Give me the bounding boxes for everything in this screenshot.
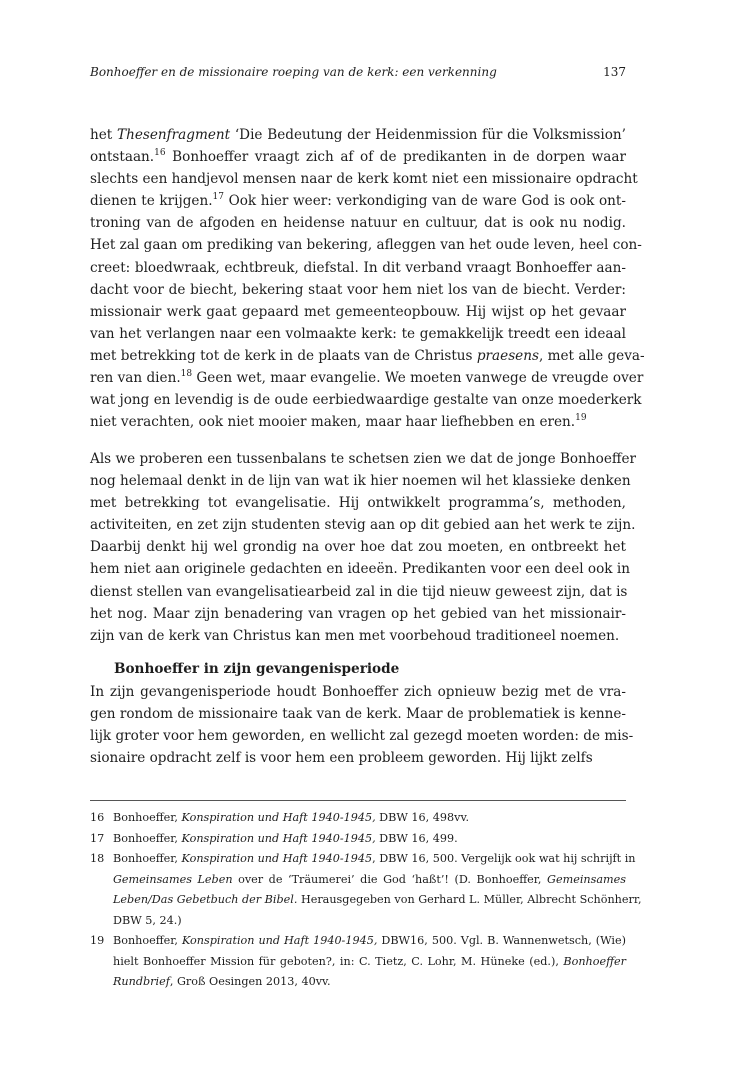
text-line: met betrekking tot de kerk in de plaats van de Christus praesens, met alle geva- [90, 347, 645, 364]
footnote-reference[interactable]: 19 [575, 413, 587, 424]
footnote-number: 17 [90, 831, 105, 845]
footnote-reference[interactable]: 18 [180, 369, 193, 380]
text-line: ren van dien.$^{18}$ Geen wet, maar evangelie. We moeten vanwege de vreugde over [90, 369, 644, 387]
footnote-line: Bonhoeffer, Konspiration und Haft 1940-1945, DBW 16, 498vv. [113, 811, 469, 824]
text-line: hem niet aan originele gedachten en ideeën. Predikanten voor een deel ook in [90, 561, 630, 578]
footnote-line: Bonhoeffer, Konspiration und Haft 1940-1945, DBW 16, 500. Vergelijk ook wat hij schrijft in [113, 852, 636, 865]
section-heading: Bonhoeffer in zijn gevangenisperiode [114, 661, 400, 677]
text-line: het nog. Maar zijn benadering van vragen op het gebied van het missionair- [90, 605, 626, 622]
text-line: creet: bloedwraak, echtbreuk, diefstal. In dit verband vraagt Bonhoeffer aan- [90, 259, 626, 276]
italic-text: Thesenfragment [117, 127, 231, 143]
page-number: 137 [603, 65, 626, 79]
text-line: In zijn gevangenisperiode houdt Bonhoeffer zich opnieuw bezig met de vra- [90, 684, 626, 700]
running-header [90, 62, 626, 82]
text-line: dacht voor de biecht, bekering staat voor hem niet los van de biecht. Verder: [90, 281, 626, 298]
footnote-line: hielt Bonhoeffer Mission für geboten?, in: C. Tietz, C. Lohr, M. Hüneke (ed.), Bonhoeffer [113, 954, 626, 968]
footnotes [90, 808, 642, 993]
text-line: activiteiten, en zet zijn studenten stevig aan op dit gebied aan het werk te zijn. [90, 517, 636, 534]
italic-text: Konspiration und Haft 1940-1945, [181, 831, 376, 845]
body-paragraph [90, 448, 637, 647]
text-line: sionaire opdracht zelf is voor hem een probleem geworden. Hij lijkt zelfs [90, 750, 593, 767]
footnote-line: Gemeinsames Leben over de ‘Träumerei’ die God ‘haßt’! (D. Bonhoeffer, Gemeinsames [113, 872, 626, 886]
footnote-reference[interactable]: 16 [154, 148, 166, 159]
italic-text: Konspiration und Haft 1940-1945 [181, 852, 373, 865]
footnote-item [90, 808, 626, 829]
text-line: met betrekking tot evangelisatie. Hij ontwikkelt programma’s, methoden, [90, 495, 626, 512]
text-line: nog helemaal denkt in de lijn van wat ik hier noemen wil het klassieke denken [90, 473, 631, 490]
text-line: zijn van de kerk van Christus kan men met voorbehoud traditioneel noemen. [90, 627, 620, 644]
italic-text: Gemeinsames [547, 872, 626, 886]
footnote-item [90, 829, 626, 850]
text-line: wat jong en levendig is de oude eerbiedwaardige gestalte van onze moederkerk [90, 392, 642, 409]
text-line: Als we proberen een tussenbalans te schetsen zien we dat de jonge Bonhoeffer [90, 451, 637, 467]
running-title: Bonhoeffer en de missionaire roeping van de kerk: een verkenning [90, 65, 497, 79]
footnote-line: Rundbrief, Groß Oesingen 2013, 40vv. [113, 975, 331, 988]
text-line: troning van de afgoden en heidense natuur en cultuur, dat is ook nu nodig. [90, 215, 626, 232]
body-paragraph [90, 681, 634, 769]
text-line: gen rondom de missionaire taak van de kerk. Maar de problematiek is kenne- [90, 706, 627, 723]
footnote-line: Bonhoeffer, Konspiration und Haft 1940-1945, DBW16, 500. Vgl. B. Wannenwetsch, (Wie) [113, 934, 626, 947]
text-line: dienen te krijgen.$^{17}$ Ook hier weer: verkondiging van de ware God is ook ont- [90, 192, 626, 210]
text-line: niet verachten, ook niet mooier maken, maar haar liefhebben en eren.$^{19}$ [90, 413, 587, 431]
text-line: missionair werk gaat gepaard met gemeenteopbouw. Hij wijst op het gevaar [90, 303, 626, 320]
footnote-item [90, 849, 642, 931]
footnote-number: 19 [90, 934, 105, 947]
italic-text: Bonhoeffer [563, 954, 626, 968]
text-line: Daarbij denkt hij wel grondig na over hoe dat zou moeten, en ontbreekt het [90, 539, 626, 556]
italic-text: Konspiration und Haft 1940-1945, [181, 811, 376, 824]
footnote-reference[interactable]: 17 [212, 192, 224, 203]
footnote-number: 18 [90, 852, 105, 865]
footnote-line: DBW 5, 24.) [113, 913, 182, 927]
italic-text: Gemeinsames Leben [113, 872, 233, 886]
text-line: dienst stellen van evangelisatiearbeid zal in die tijd nieuw geweest zijn, dat is [90, 583, 628, 600]
text-line: lijk groter voor hem geworden, en wellicht zal gezegd moeten worden: de mis- [90, 728, 634, 745]
italic-text: Konspiration und Haft 1940-1945, [181, 934, 378, 947]
text-line: ontstaan.$^{16}$ Bonhoeffer vraagt zich af of de predikanten in de dorpen waar [90, 148, 626, 166]
text-line: van het verlangen naar een volmaakte kerk: te gemakkelijk treedt een ideaal [90, 325, 626, 342]
text-line: Het zal gaan om prediking van bekering, afleggen van het oude leven, heel con- [90, 237, 642, 254]
body-paragraph [90, 124, 645, 433]
footnote-line: Leben/Das Gebetbuch der Bibel. Herausgegeben von Gerhard L. Müller, Albrecht Schönherr, [113, 893, 642, 906]
italic-text: praesens [476, 347, 539, 364]
footnote-line: Bonhoeffer, Konspiration und Haft 1940-1945, DBW 16, 499. [113, 831, 458, 845]
footnote-divider [90, 800, 626, 801]
italic-text: Rundbrief [113, 975, 170, 988]
italic-text: Leben/Das Gebetbuch der Bibel. [113, 893, 298, 906]
footnote-number: 16 [90, 811, 105, 824]
text-line: slechts een handjevol mensen naar de kerk komt niet een missionaire opdracht [90, 171, 638, 188]
text-line: het Thesenfragment ‘Die Bedeutung der Heidenmission für die Volksmission’ [90, 127, 627, 143]
footnote-item [90, 931, 626, 993]
